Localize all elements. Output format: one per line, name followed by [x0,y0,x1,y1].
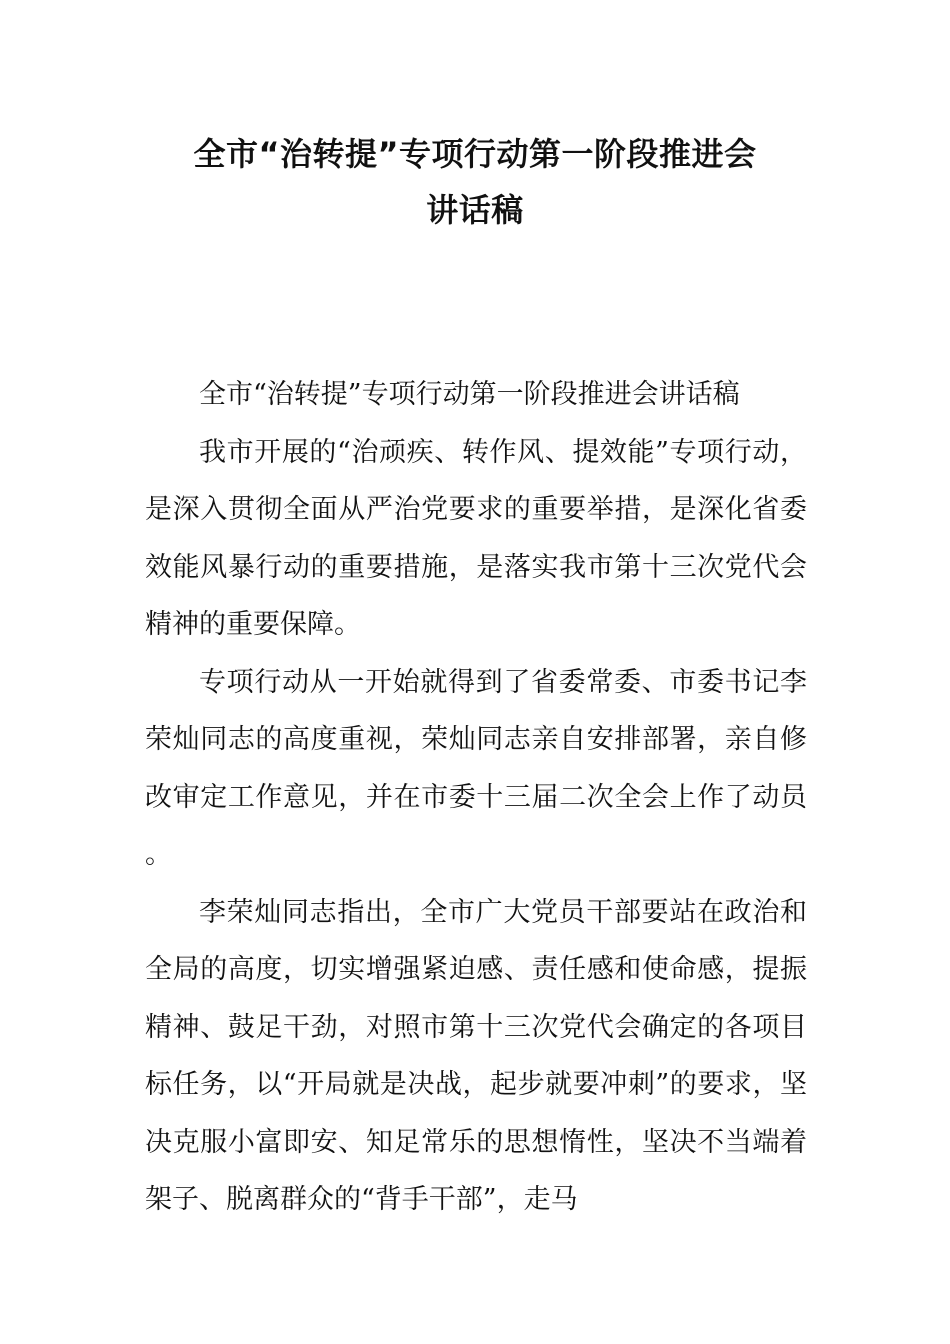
paragraph-heading: 全市“治转提”专项行动第一阶段推进会讲话稿 [199,379,740,410]
paragraph: 我市开展的“治顽疾、转作风、提效能”专项行动，是深入贯彻全面从严治党要求的重要举措，是深化省委效能风暴行动的重要措施，是落实我市第十三次党代会精神的重要保障。 [145,436,807,640]
paragraph: 专项行动从一开始就得到了省委常委、市委书记李荣灿同志的高度重视，荣灿同志亲自安排部署，亲自修改审定工作意见，并在市委十三届二次全会上作了动员。 [145,666,807,870]
document-title [100,126,850,238]
paragraph: 李荣灿同志指出，全市广大党员干部要站在政治和全局的高度，切实增强紧迫感、责任感和使命感，提振精神、鼓足干劲，对照市第十三次党代会确定的各项目标任务，以“开局就是决战，起步就要冲刺”的要求，坚决克服小富即安、知足常乐的思想惰性，坚决不当端着架子、脱离群众的“背手干部”，走马 [145,896,807,1215]
document-body [145,366,807,1229]
title-line-2: 讲话稿 [426,191,524,229]
title-line-1: 全市“治转提”专项行动第一阶段推进会 [193,135,757,173]
